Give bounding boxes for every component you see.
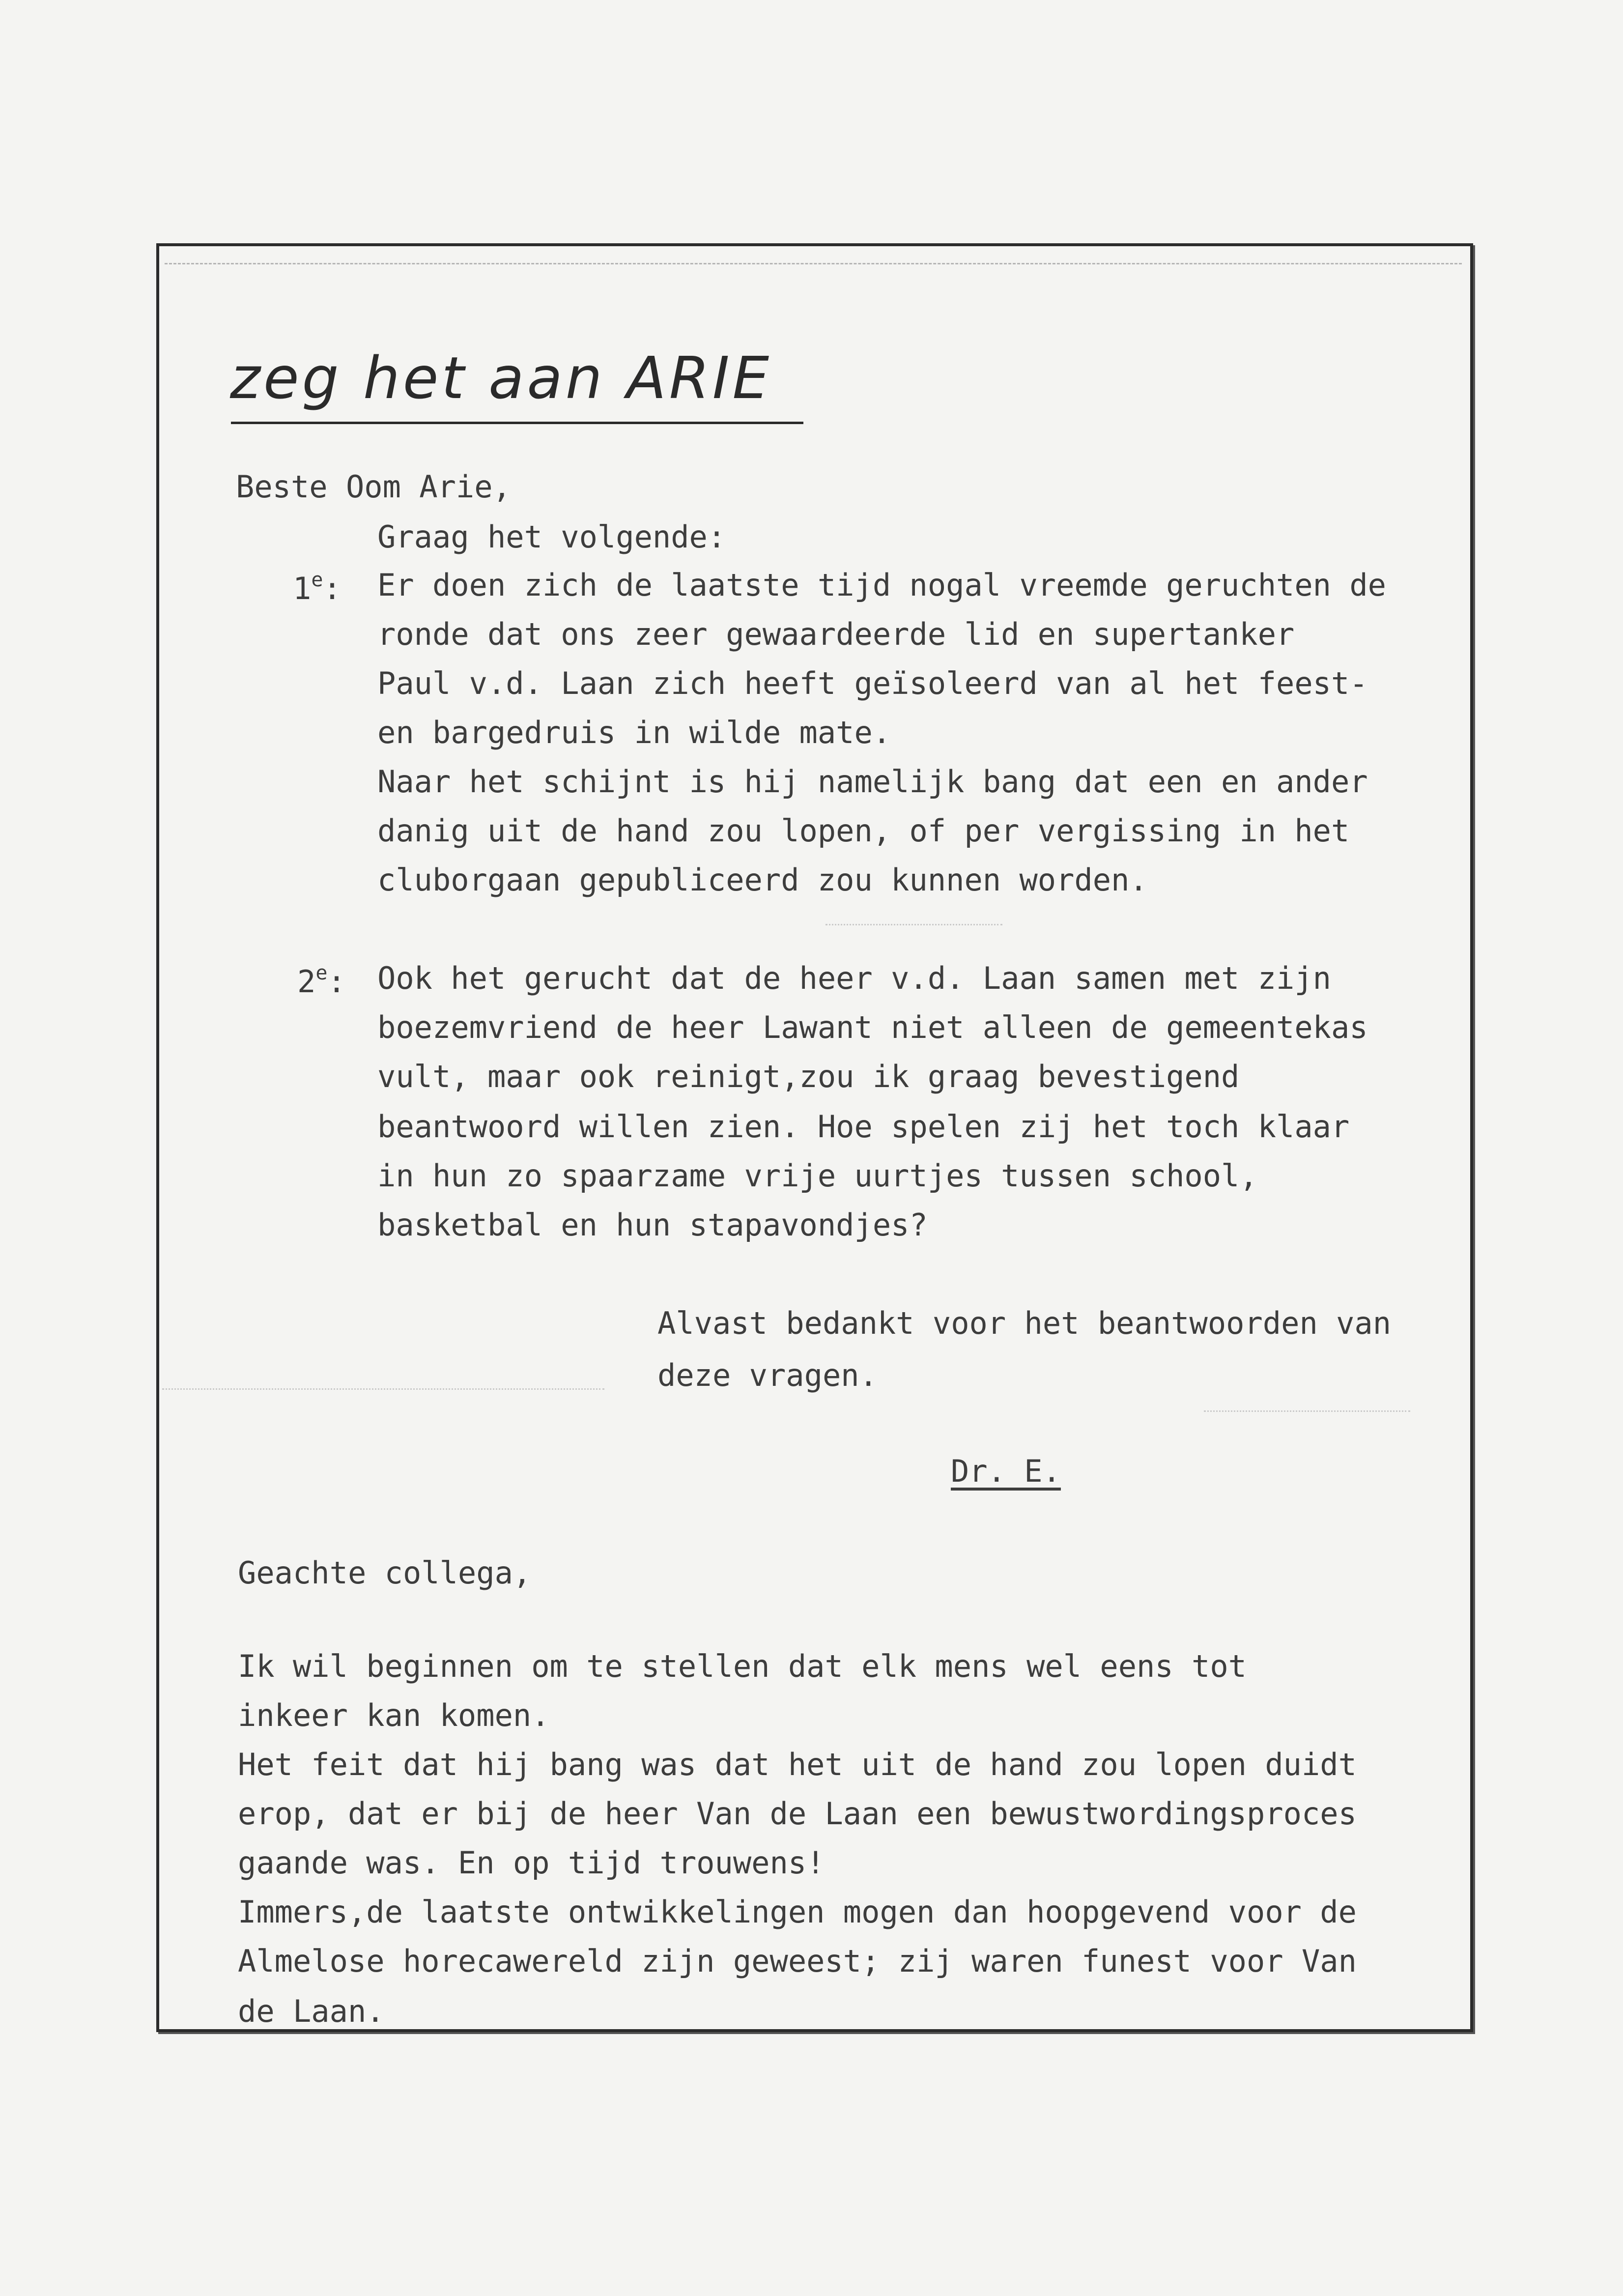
page-title: zeg het aan ARIE <box>230 344 772 412</box>
point2-line: Ook het gerucht dat de heer v.d. Laan samen met zijn <box>377 960 1332 996</box>
point1-line: ronde dat ons zeer gewaardeerde lid en supertanker <box>377 616 1295 652</box>
title-underline <box>231 422 803 424</box>
letter2-line: erop, dat er bij de heer Van de Laan een bewustwordingsproces <box>238 1796 1357 1832</box>
letter2-line: Immers,de laatste ontwikkelingen mogen dan hoopgevend voor de <box>238 1894 1357 1930</box>
letter2-line: Het feit dat hij bang was dat het uit de hand zou lopen duidt <box>238 1747 1357 1782</box>
point1-line: Paul v.d. Laan zich heeft geïsoleerd van al het feest- <box>377 665 1368 701</box>
point2-line: boezemvriend de heer Lawant niet alleen de gemeentekas <box>377 1009 1368 1045</box>
letter1-intro: Graag het volgende: <box>377 519 726 555</box>
point1-line: Er doen zich de laatste tijd nogal vreemde geruchten de <box>377 567 1386 603</box>
signature: Dr. E. <box>951 1453 1061 1489</box>
letter2-line: Ik wil beginnen om te stellen dat elk mens wel eens tot <box>238 1648 1247 1684</box>
closing-line: Alvast bedankt voor het beantwoorden van <box>657 1305 1392 1341</box>
letter2-line: gaande was. En op tijd trouwens! <box>238 1845 825 1881</box>
point1-line: cluborgaan gepubliceerd zou kunnen worden. <box>377 862 1148 898</box>
point1-line: Naar het schijnt is hij namelijk bang dat een en ander <box>377 764 1368 800</box>
point2-line: vult, maar ook reinigt,zou ik graag bevestigend <box>377 1059 1240 1094</box>
scan-speck <box>162 1388 604 1390</box>
point1-line: danig uit de hand zou lopen, of per vergissing in het <box>377 813 1350 849</box>
top-dashed-rule <box>165 263 1462 264</box>
point2-line: basketbal en hun stapavondjes? <box>377 1207 928 1243</box>
point1-number: 1e: <box>293 569 342 606</box>
letter2-line: Almelose horecawereld zijn geweest; zij waren funest voor Van <box>238 1943 1357 1979</box>
point1-line: en bargedruis in wilde mate. <box>377 715 891 750</box>
point2-line: in hun zo spaarzame vrije uurtjes tussen school, <box>377 1158 1258 1194</box>
point2-line: beantwoord willen zien. Hoe spelen zij het toch klaar <box>377 1109 1350 1145</box>
scan-speck <box>1204 1410 1410 1412</box>
letter2-salutation: Geachte collega, <box>238 1555 532 1591</box>
letter2-line: inkeer kan komen. <box>238 1697 550 1733</box>
letter1-salutation: Beste Oom Arie, <box>236 469 511 505</box>
point2-number: 2e: <box>297 962 346 1000</box>
scan-speck <box>826 924 1002 925</box>
closing-line: deze vragen. <box>657 1357 878 1393</box>
letter2-line: de Laan. <box>238 1993 385 2029</box>
